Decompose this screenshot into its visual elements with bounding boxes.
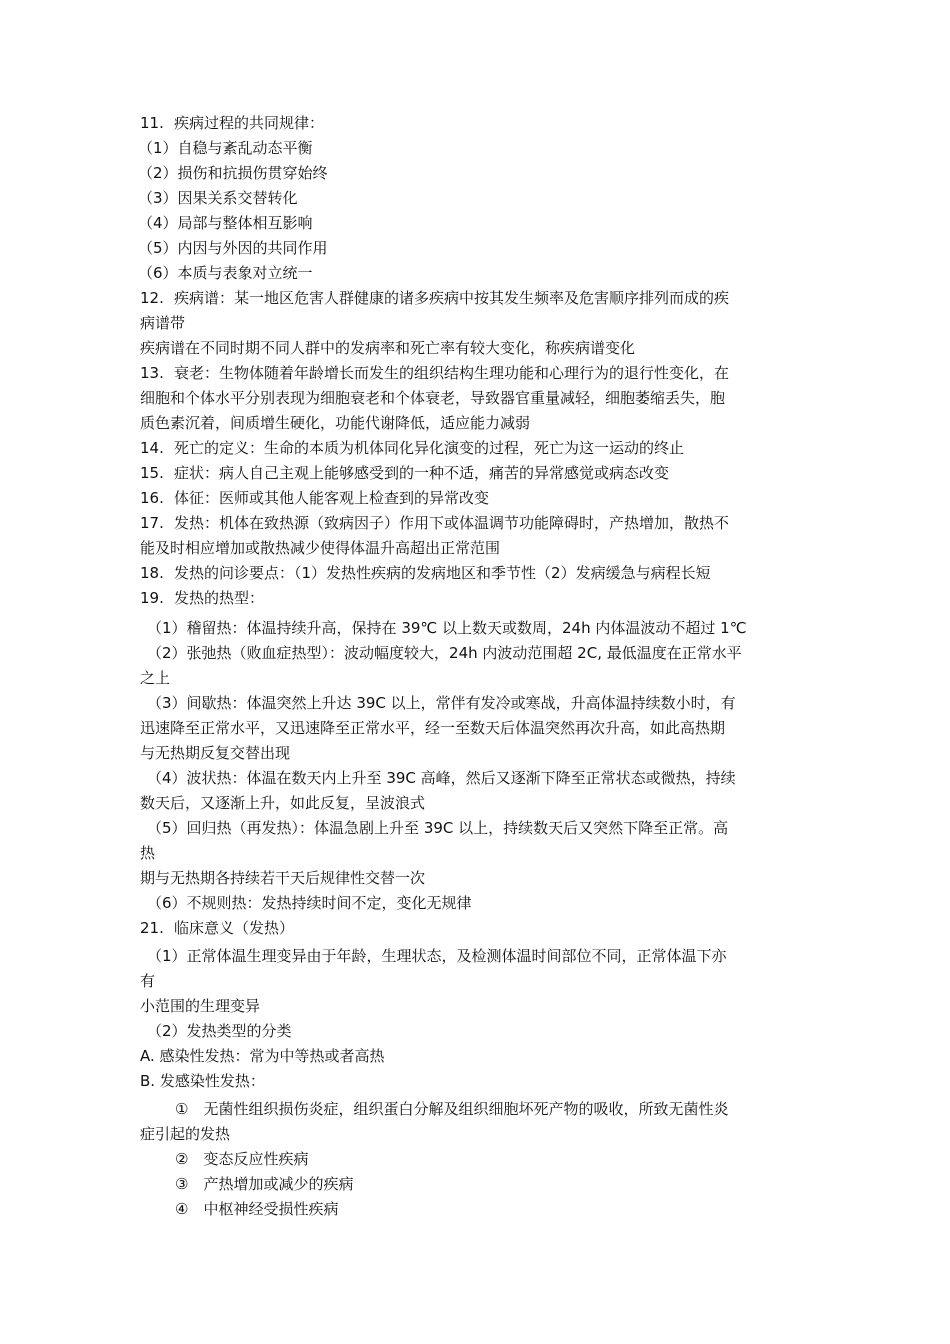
list-item: ② 变态反应性疾病: [175, 1150, 309, 1168]
list-item: （3）间歇热：体温突然上升达 39C 以上，常伴有发冷或寒战，升高体温持续数小时，有: [147, 694, 736, 712]
list-item: ④ 中枢神经受损性疾病: [175, 1200, 339, 1218]
item-19-heading: 19. 发热的热型：: [140, 589, 265, 607]
paragraph-line: 数天后，又逐渐上升，如此反复，呈波浪式: [140, 794, 426, 812]
item-14-heading: 14. 死亡的定义：生命的本质为机体同化异化演变的过程，死亡为这一运动的终止: [140, 439, 685, 457]
list-item: （1）自稳与紊乱动态平衡: [138, 139, 313, 157]
list-item: （3）因果关系交替转化: [138, 189, 298, 207]
list-item: ① 无菌性组织损伤炎症，组织蛋白分解及组织细胞坏死产物的吸收，所致无菌性炎: [175, 1100, 729, 1118]
list-item: （1）稽留热：体温持续升高，保持在 39℃ 以上数天或数周，24h 内体温波动不超过 1℃: [147, 619, 747, 637]
list-item: （2）张弛热（败血症热型）：波动幅度较大，24h 内波动范围超 2C, 最低温度在正常水平: [147, 644, 742, 662]
paragraph-line: 之上: [140, 669, 171, 687]
paragraph-line: 热: [140, 844, 156, 862]
paragraph-line: 能及时相应增加或散热减少使得体温升高超出正常范围: [140, 539, 501, 557]
list-item: （5）回归热（再发热）：体温急剧上升至 39C 以上，持续数天后又突然下降至正常。高: [147, 819, 729, 837]
list-item: （5）内因与外因的共同作用: [138, 239, 328, 257]
list-item: （2）损伤和抗损伤贯穿始终: [138, 164, 328, 182]
paragraph-line: 症引起的发热: [140, 1125, 231, 1143]
list-item: B. 发感染性发热：: [140, 1072, 265, 1090]
paragraph-line: 有: [140, 972, 156, 990]
item-12-heading: 12. 疾病谱：某一地区危害人群健康的诸多疾病中按其发生频率及危害顺序排列而成的疾: [140, 289, 730, 307]
list-item: ③ 产热增加或减少的疾病: [175, 1175, 354, 1193]
paragraph-line: 质色素沉着，间质增生硬化，功能代谢降低，适应能力减弱: [140, 414, 531, 432]
list-item: （6）不规则热：发热持续时间不定，变化无规律: [147, 894, 472, 912]
item-11-heading: 11. 疾病过程的共同规律：: [140, 114, 325, 132]
item-16-heading: 16. 体征：医师或其他人能客观上检查到的异常改变: [140, 489, 490, 507]
paragraph-line: 细胞和个体水平分别表现为细胞衰老和个体衰老，导致器官重量减轻，细胞萎缩丢失，胞: [140, 389, 726, 407]
list-item: （4）波状热：体温在数天内上升至 39C 高峰，然后又逐渐下降至正常状态或微热，持续: [147, 769, 736, 787]
paragraph-line: 小范围的生理变异: [140, 997, 261, 1015]
paragraph-line: 期与无热期各持续若干天后规律性交替一次: [140, 869, 426, 887]
paragraph-line: 与无热期反复交替出现: [140, 744, 291, 762]
item-15-heading: 15. 症状：病人自己主观上能够感受到的一种不适，痛苦的异常感觉或病态改变: [140, 464, 670, 482]
paragraph-line: 迅速降至正常水平，又迅速降至正常水平，经一至数天后体温突然再次升高，如此高热期: [140, 719, 726, 737]
list-item: （2）发热类型的分类: [147, 1022, 292, 1040]
list-item: （4）局部与整体相互影响: [138, 214, 313, 232]
item-18-heading: 18. 发热的问诊要点：（1）发热性疾病的发病地区和季节性（2）发病缓急与病程长短: [140, 564, 711, 582]
list-item: A. 感染性发热：常为中等热或者高热: [140, 1047, 385, 1065]
item-13-heading: 13. 衰老：生物体随着年龄增长而发生的组织结构生理功能和心理行为的退行性变化，在: [140, 364, 730, 382]
list-item: （1）正常体温生理变异由于年龄，生理状态，及检测体温时间部位不同，正常体温下亦: [147, 947, 727, 965]
item-17-heading: 17. 发热：机体在致热源（致病因子）作用下或体温调节功能障碍时，产热增加，散热不: [140, 514, 730, 532]
paragraph-line: 病谱带: [140, 314, 186, 332]
item-21-heading: 21. 临床意义（发热）: [140, 919, 295, 937]
paragraph-line: 疾病谱在不同时期不同人群中的发病率和死亡率有较大变化，称疾病谱变化: [140, 339, 636, 357]
list-item: （6）本质与表象对立统一: [138, 264, 313, 282]
